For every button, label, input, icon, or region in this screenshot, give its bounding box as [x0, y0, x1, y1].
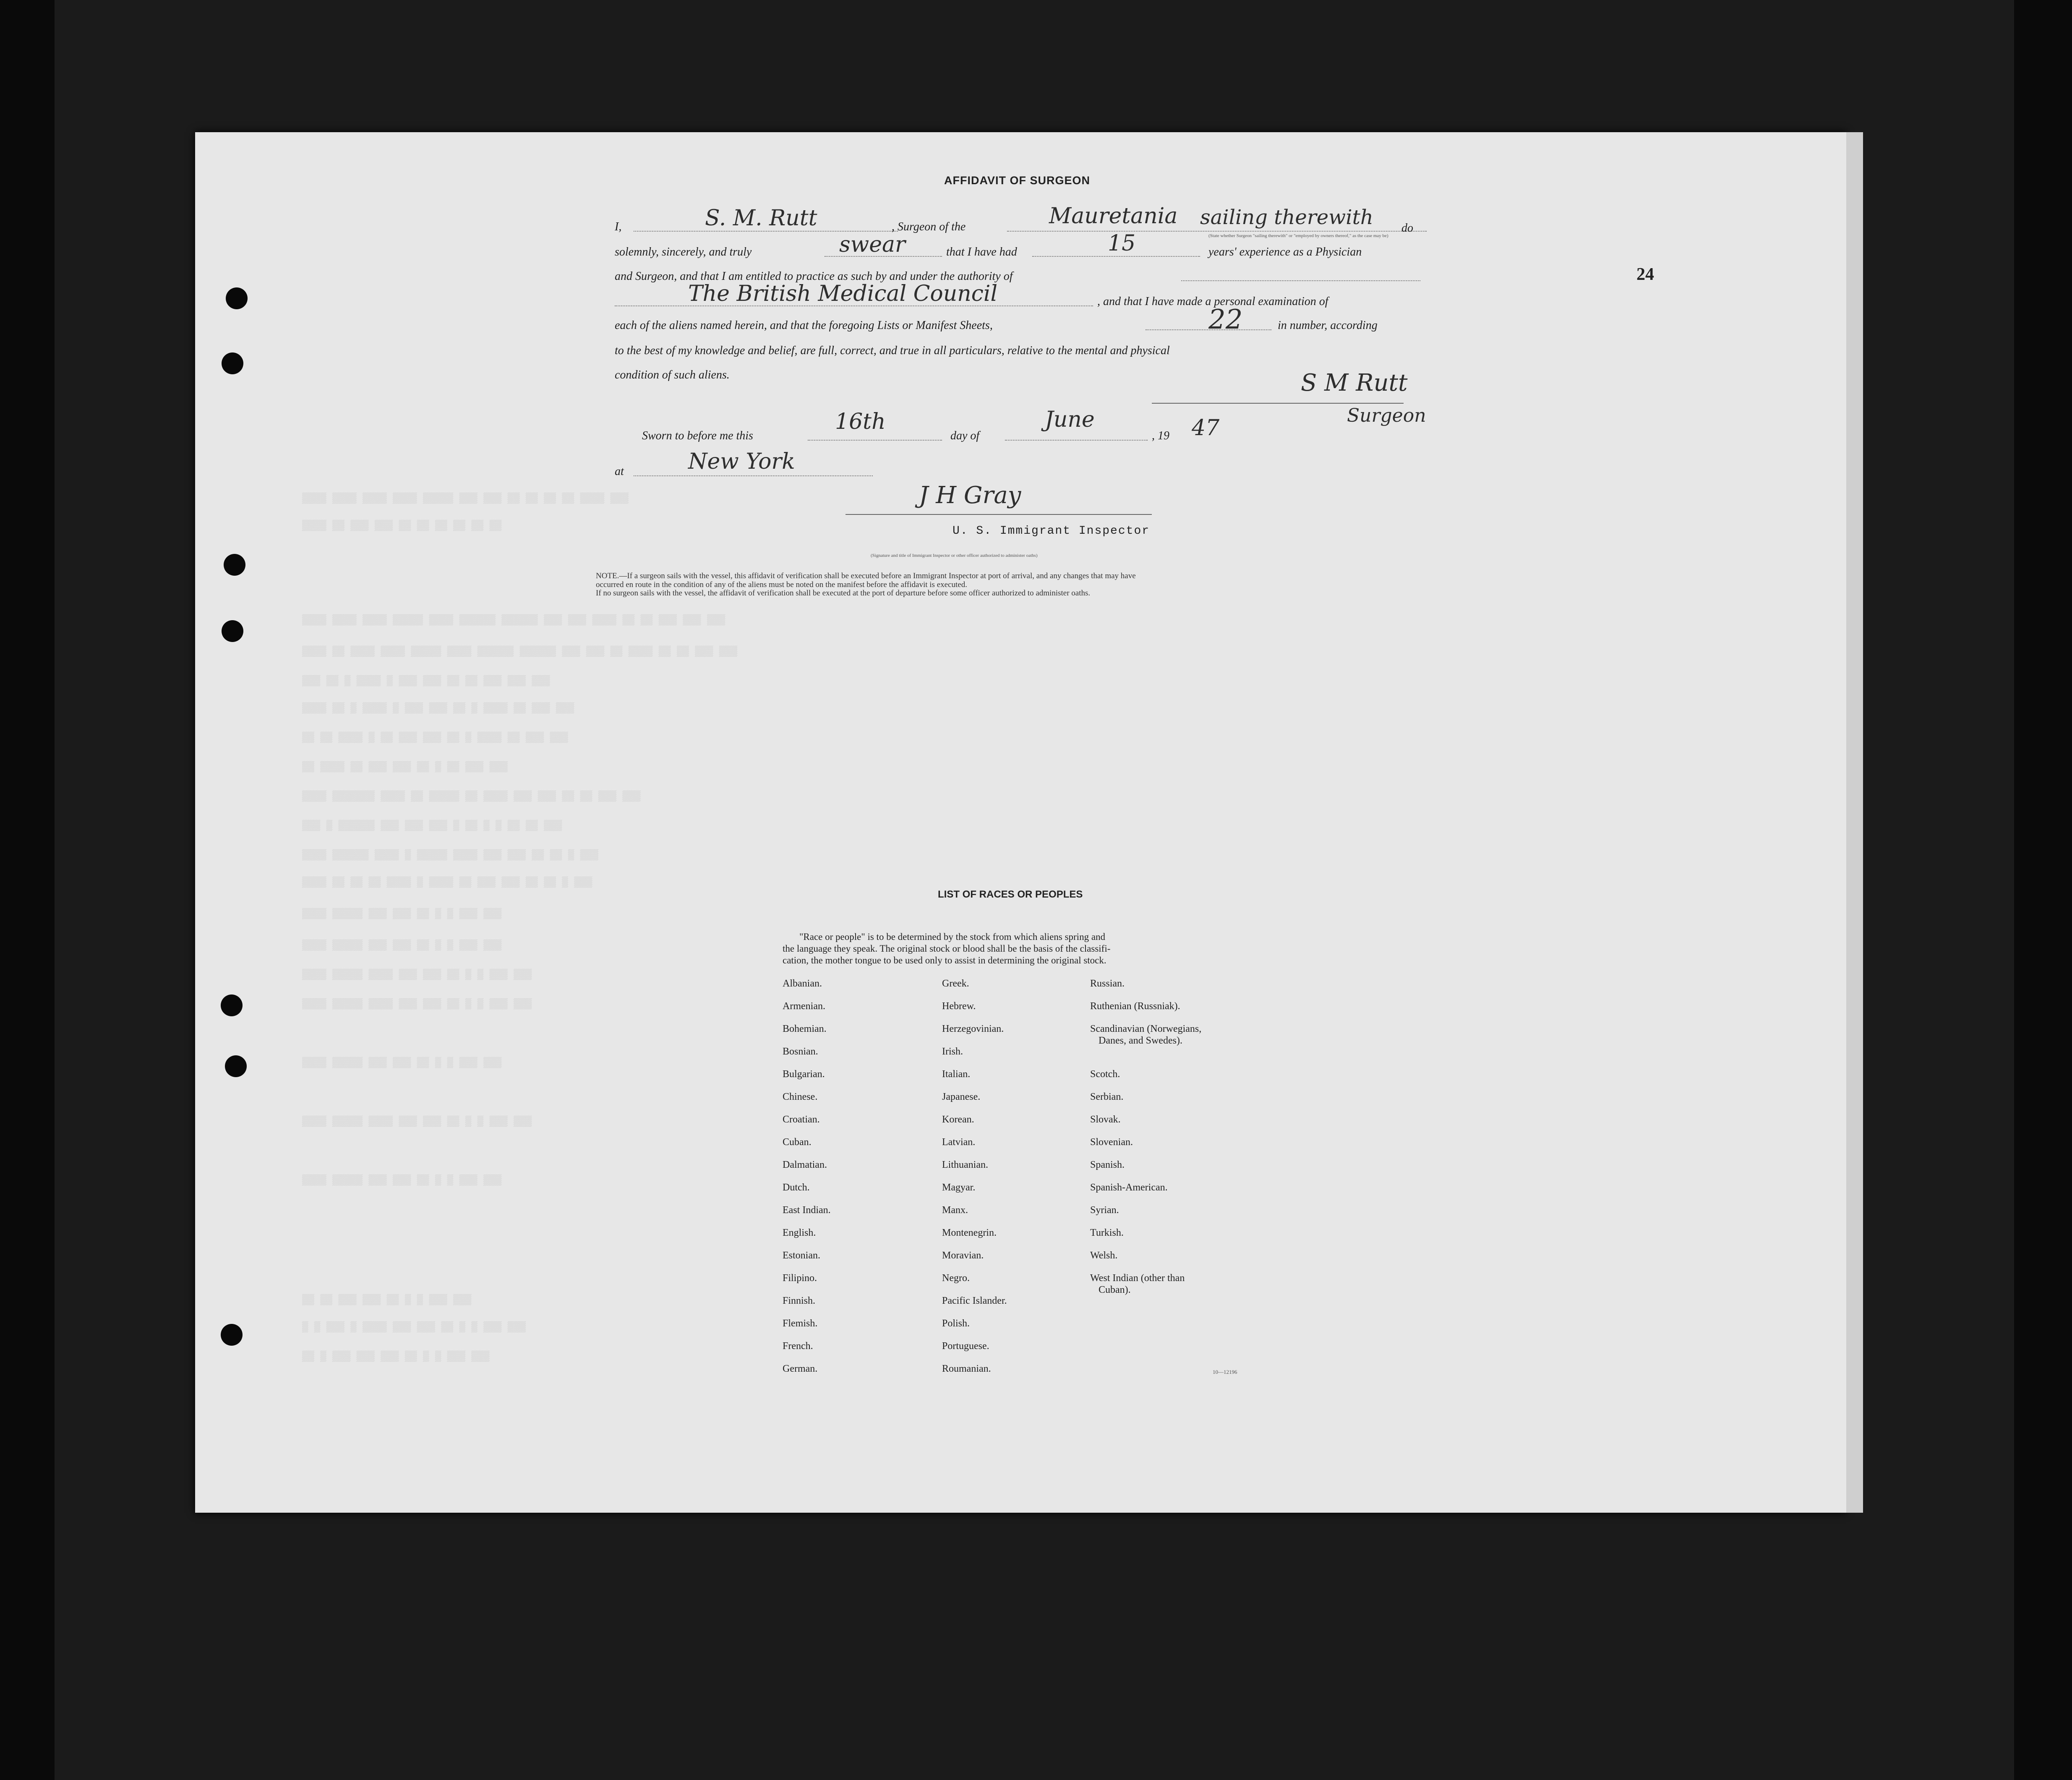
bleed-through: ▒▒ ▒ ▒▒▒ ▒▒▒ ▒▒▒ ▒▒ ▒ ▒ ▒▒▒ ▒▒▒ [302, 1351, 490, 1362]
affidavit-title: AFFIDAVIT OF SURGEON [944, 174, 1090, 187]
affidavit-text: I, [615, 220, 622, 233]
punch-hole [222, 620, 243, 642]
surgeon-name-handwriting: S. M. Rutt [705, 206, 817, 231]
authority-handwriting: The British Medical Council [688, 281, 998, 306]
sailing-handwriting: sailing therewith [1200, 206, 1373, 229]
race-item: Russian. [1090, 978, 1125, 989]
race-item: Turkish. [1090, 1227, 1124, 1238]
affidavit-text: in number, according [1278, 319, 1378, 332]
race-item: Scotch. [1090, 1069, 1120, 1080]
race-item: Bohemian. [783, 1023, 827, 1034]
race-item: Welsh. [1090, 1250, 1118, 1261]
race-item: West Indian (other than [1090, 1273, 1185, 1284]
race-item: Finnish. [783, 1295, 816, 1306]
affidavit-text: solemnly, sincerely, and truly [615, 245, 752, 258]
affidavit-text: each of the aliens named herein, and that the foregoing Lists or Manifest Sheets, [615, 319, 993, 332]
surgeon-signature-line [1152, 403, 1404, 404]
race-item: Dutch. [783, 1182, 810, 1193]
affidavit-text: years' experience as a Physician [1208, 245, 1362, 258]
place-fill-line [634, 475, 873, 476]
inspector-signature-line [846, 514, 1152, 515]
race-item: Croatian. [783, 1114, 820, 1125]
races-title: LIST OF RACES OR PEOPLES [938, 889, 1083, 900]
bleed-through: ▒▒▒ ▒▒ ▒ ▒▒▒▒ ▒ ▒▒▒ ▒▒▒ ▒▒ ▒▒ ▒▒▒ ▒▒▒ ▒▒▒ [302, 676, 550, 687]
bleed-through: ▒▒▒▒ ▒▒▒▒▒ ▒▒▒ ▒▒▒ ▒▒ ▒ ▒ ▒▒▒ ▒▒▒ [302, 1057, 502, 1069]
surgeon-title-handwriting: Surgeon [1347, 405, 1426, 426]
race-item: Scandinavian (Norwegians, [1090, 1023, 1202, 1034]
bleed-through: ▒▒▒▒ ▒▒▒▒▒ ▒▒▒▒ ▒▒▒ ▒▒▒ ▒▒ ▒ ▒ ▒▒▒ ▒▒▒ [302, 969, 532, 981]
punch-hole [222, 352, 243, 374]
race-item: Cuban. [783, 1137, 812, 1148]
races-intro: the language they speak. The original stock or blood shall be the basis of the classifi- [783, 943, 1111, 954]
bleed-through: ▒▒ ▒▒▒▒ ▒▒ ▒▒▒ ▒▒▒ ▒▒ ▒ ▒▒ ▒▒▒ ▒▒▒ [302, 762, 508, 773]
race-item: Italian. [942, 1069, 971, 1080]
bleed-through: ▒▒▒▒ ▒▒▒▒ ▒▒▒▒ ▒▒▒▒ ▒▒▒▒▒ ▒▒▒ ▒▒▒ ▒▒ ▒▒ ▒▒ ▒▒ ▒▒▒▒ ▒▒▒ [302, 493, 629, 504]
bleed-through: ▒▒▒ ▒ ▒▒▒▒▒▒ ▒▒▒ ▒▒▒ ▒▒▒ ▒ ▒▒ ▒ ▒ ▒▒ ▒▒ ▒▒▒ [302, 820, 562, 832]
bleed-through: ▒▒▒▒ ▒▒▒▒▒ ▒▒▒ ▒▒▒ ▒▒ ▒ ▒ ▒▒▒ ▒▒▒ [302, 1175, 502, 1186]
race-item: Roumanian. [942, 1363, 991, 1374]
affidavit-text: to the best of my knowledge and belief, are full, correct, and true in all particulars, relative to the mental and physical [615, 344, 1170, 357]
sworn-text: at [615, 465, 624, 478]
race-item: Negro. [942, 1273, 970, 1284]
sheet-edge [1846, 132, 1863, 1513]
race-item: Bosnian. [783, 1046, 818, 1057]
sworn-month-handwriting: June [1045, 407, 1095, 432]
vessel-fill-line [1007, 231, 1427, 232]
years-handwriting: 15 [1108, 231, 1136, 256]
race-item: Portuguese. [942, 1341, 989, 1352]
bleed-through: ▒▒▒▒ ▒▒▒▒▒▒ ▒▒▒▒ ▒ ▒▒▒▒▒ ▒▒▒▒ ▒▒▒ ▒▒▒ ▒▒ ▒▒ ▒ ▒▒▒ [302, 850, 598, 861]
bleed-through: ▒▒▒▒ ▒▒▒▒▒▒▒ ▒▒▒▒ ▒▒ ▒▒▒▒▒ ▒▒ ▒▒▒▒ ▒▒▒ ▒▒▒ ▒▒ ▒▒ ▒▒▒ ▒▒▒ [302, 791, 641, 802]
sworn-day-handwriting: 16th [835, 409, 886, 434]
race-item: Korean. [942, 1114, 974, 1125]
race-item: French. [783, 1341, 813, 1352]
bleed-through: ▒▒▒▒ ▒▒▒▒▒ ▒▒▒ ▒▒▒ ▒▒ ▒ ▒ ▒▒▒ ▒▒▒ [302, 908, 502, 920]
vessel-handwriting: Mauretania [1049, 204, 1178, 229]
race-item: Spanish. [1090, 1159, 1125, 1170]
affidavit-text: condition of such aliens. [615, 368, 730, 381]
race-item: Greek. [942, 978, 969, 989]
races-intro: "Race or people" is to be determined by the stock from which aliens spring and [799, 932, 1106, 942]
film-border-right [2014, 0, 2072, 1780]
inspector-title: U. S. Immigrant Inspector [952, 525, 1150, 538]
inspector-signature: J H Gray [919, 482, 1021, 509]
affidavit-text: and Surgeon, and that I am entitled to practice as such by and under the authority of [615, 270, 1013, 283]
sworn-text: Sworn to before me this [642, 429, 753, 442]
bleed-through: ▒▒▒▒ ▒▒▒▒▒ ▒▒▒▒ ▒▒▒ ▒▒▒ ▒▒ ▒ ▒ ▒▒▒ ▒▒▒ [302, 999, 532, 1010]
race-item: Ruthenian (Russniak). [1090, 1001, 1180, 1012]
bleed-through: ▒▒ ▒▒ ▒▒▒▒ ▒ ▒▒ ▒▒▒ ▒▒▒ ▒▒ ▒ ▒▒▒▒ ▒▒ ▒▒▒ ▒▒▒ [302, 732, 568, 744]
race-item: Chinese. [783, 1091, 818, 1102]
affidavit-text: , and that I have made a personal examination of [1097, 295, 1328, 308]
race-item: Irish. [942, 1046, 963, 1057]
affidavit-text: that I have had [946, 245, 1017, 258]
bleed-through: ▒▒▒▒ ▒▒ ▒ ▒▒▒▒ ▒ ▒▒▒ ▒▒▒ ▒▒ ▒ ▒▒▒▒ ▒▒ ▒▒▒ ▒▒▒ [302, 703, 574, 714]
sworn-month-fill-line [1005, 440, 1148, 441]
race-item: Lithuanian. [942, 1159, 988, 1170]
race-item: Syrian. [1090, 1205, 1119, 1216]
race-item: Dalmatian. [783, 1159, 827, 1170]
race-item: Montenegrin. [942, 1227, 997, 1238]
note-line-3: If no surgeon sails with the vessel, the affidavit of verification shall be executed at the port of departure before some officer authorized to administer oaths. [596, 589, 1091, 598]
bleed-through: ▒▒▒▒ ▒▒▒▒▒ ▒▒▒▒ ▒▒▒ ▒▒▒ ▒▒ ▒ ▒ ▒▒▒ ▒▒▒ [302, 1116, 532, 1128]
race-item: Estonian. [783, 1250, 820, 1261]
film-border-left [0, 0, 55, 1780]
race-item: Manx. [942, 1205, 968, 1216]
bleed-through: ▒▒▒▒ ▒▒ ▒▒ ▒▒ ▒▒▒▒ ▒ ▒▒▒▒ ▒▒ ▒▒▒ ▒▒▒ ▒▒ ▒▒ ▒ ▒▒▒ [302, 877, 592, 888]
inspector-caption: (Signature and title of Immigrant Inspector or other officer authorized to administer oaths) [871, 553, 1038, 558]
affidavit-text: do [1401, 222, 1413, 235]
race-item: Slovak. [1090, 1114, 1121, 1125]
bleed-through: ▒ ▒ ▒▒▒ ▒ ▒▒▒▒ ▒▒▒ ▒▒▒ ▒▒ ▒ ▒ ▒▒▒ ▒▒▒ [302, 1322, 526, 1333]
punch-hole [221, 994, 243, 1016]
vessel-hint: (State whether Surgeon "sailing therewith" or "employed by owners thereof," as the case may be) [1208, 233, 1388, 238]
bleed-through: ▒▒▒▒ ▒▒▒▒ ▒▒▒▒ ▒▒▒▒▒ ▒▒▒▒ ▒▒▒▒▒▒ ▒▒▒▒▒▒ ▒▒▒ ▒▒▒ ▒▒▒▒ ▒▒ ▒▒ ▒▒▒ ▒▒▒ ▒▒▒ [302, 615, 725, 626]
oath-handwriting: swear [839, 232, 906, 257]
race-item: Japanese. [942, 1091, 981, 1102]
page-number: 24 [1636, 265, 1654, 284]
sworn-day-fill-line [808, 440, 942, 441]
race-item: Herzegovinian. [942, 1023, 1004, 1034]
race-item: Flemish. [783, 1318, 818, 1329]
authority-fill-line-a [1181, 280, 1420, 281]
bleed-through: ▒▒▒▒ ▒▒▒▒▒ ▒▒▒ ▒▒▒ ▒▒ ▒ ▒ ▒▒▒ ▒▒▒ [302, 940, 502, 951]
race-item: Danes, and Swedes). [1099, 1035, 1182, 1046]
punch-hole [225, 1055, 247, 1077]
race-item: Pacific Islander. [942, 1295, 1007, 1306]
bleed-through: ▒▒▒▒ ▒▒ ▒▒▒▒ ▒▒▒▒ ▒▒▒▒▒ ▒▒▒▒ ▒▒▒▒▒▒ ▒▒▒▒▒▒ ▒▒▒ ▒▒▒ ▒▒ ▒▒▒▒ ▒▒ ▒▒ ▒▒▒ ▒▒▒ [302, 646, 737, 658]
race-item: Polish. [942, 1318, 970, 1329]
race-item: Hebrew. [942, 1001, 976, 1012]
race-item: Spanish-American. [1090, 1182, 1168, 1193]
year-handwriting: 47 [1192, 415, 1220, 441]
note-line-1: NOTE.—If a surgeon sails with the vessel, this affidavit of verification shall be executed before an Immigrant Inspector at port of arrival, and any changes that may have [596, 572, 1136, 580]
years-fill-line [1032, 256, 1200, 257]
punch-hole [224, 554, 245, 576]
race-item: Latvian. [942, 1137, 976, 1148]
race-item: Cuban). [1099, 1284, 1131, 1295]
punch-hole [226, 287, 248, 309]
sheets-handwriting: 22 [1208, 304, 1243, 335]
bleed-through: ▒▒▒▒ ▒▒ ▒▒▒ ▒▒▒ ▒▒ ▒▒ ▒▒ ▒▒ ▒▒ ▒▒ [302, 520, 502, 532]
affidavit-text: , Surgeon of the [892, 220, 966, 233]
race-item: Magyar. [942, 1182, 976, 1193]
race-item: Slovenian. [1090, 1137, 1133, 1148]
sworn-text: day of [950, 429, 980, 442]
race-item: Albanian. [783, 978, 822, 989]
race-item: Moravian. [942, 1250, 984, 1261]
race-item: English. [783, 1227, 816, 1238]
race-item: Bulgarian. [783, 1069, 825, 1080]
race-item: Serbian. [1090, 1091, 1124, 1102]
surgeon-signature: S M Rutt [1301, 369, 1408, 397]
place-handwriting: New York [688, 449, 795, 474]
form-number: 10—12196 [1213, 1369, 1237, 1375]
race-item: Filipino. [783, 1273, 817, 1284]
races-intro: cation, the mother tongue to be used only to assist in determining the original stock. [783, 955, 1106, 966]
race-item: German. [783, 1363, 818, 1374]
race-item: Armenian. [783, 1001, 825, 1012]
bleed-through: ▒▒ ▒▒ ▒▒▒ ▒▒▒ ▒▒ ▒ ▒ ▒▒▒ ▒▒▒ [302, 1295, 472, 1306]
race-item: East Indian. [783, 1205, 831, 1216]
note-line-2: occurred en route in the condition of any of the aliens must be noted on the manifest before the affidavit is executed. [596, 580, 967, 589]
name-fill-line [634, 231, 898, 232]
punch-hole [221, 1324, 243, 1346]
sworn-text: , 19 [1152, 429, 1169, 442]
